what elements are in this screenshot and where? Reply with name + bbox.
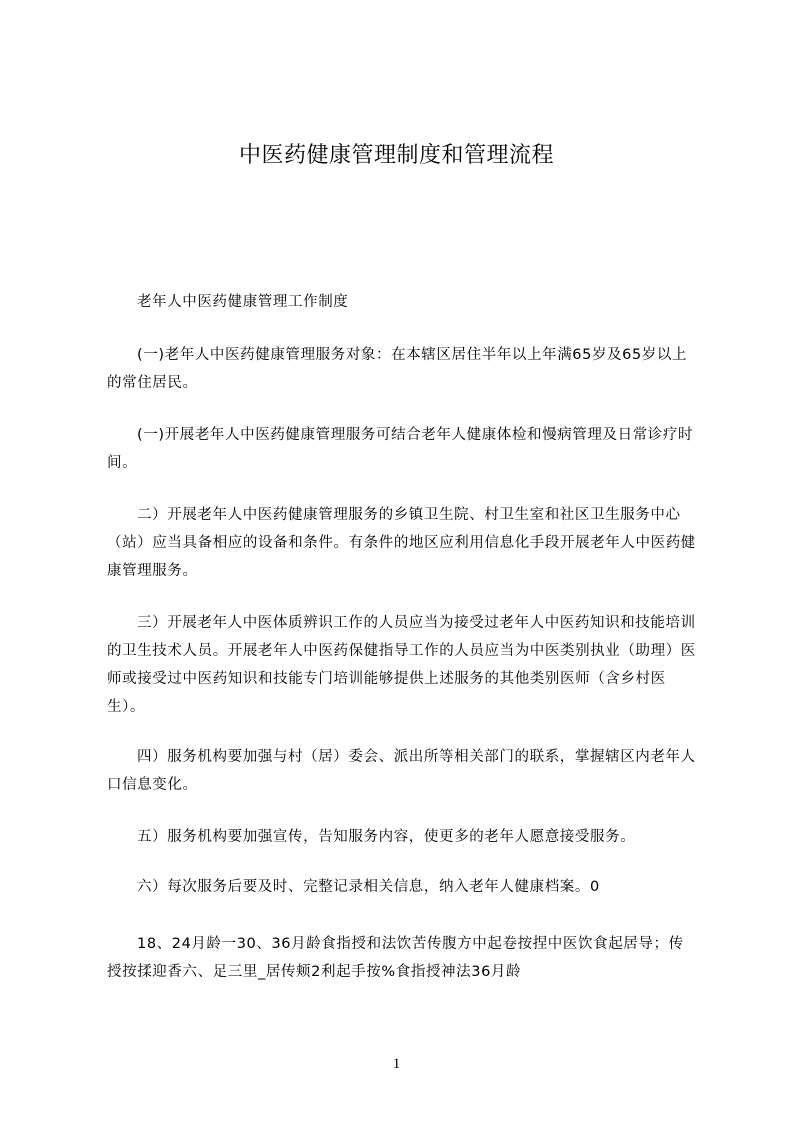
paragraph-facility-requirements: 二）开展老年人中医药健康管理服务的乡镇卫生院、村卫生室和社区卫生服务中心（站）应当具备相应的设备和条件。有条件的地区应利用信息化手段开展老年人中医药健康管理服务。 — [107, 507, 696, 579]
paragraph-record-keeping: 六）每次服务后要及时、完整记录相关信息，纳入老年人健康档案。0 — [137, 879, 600, 895]
paragraph-publicity: 五）服务机构要加强宣传，告知服务内容，使更多的老年人愿意接受服务。 — [137, 829, 636, 845]
paragraph-service-target: (一)老年人中医药健康管理服务对象：在本辖区居住半年以上年满65岁及65岁以上的常住居民。 — [107, 347, 688, 391]
paragraph-community-liaison: 四）服务机构要加强与村（居）委会、派出所等相关部门的联系，掌握辖区内老年人口信息变化。 — [107, 749, 696, 793]
page-number: 1 — [392, 1056, 401, 1072]
paragraph-service-timing: (一)开展老年人中医药健康管理服务可结合老年人健康体检和慢病管理及日常诊疗时间。 — [107, 427, 694, 471]
paragraph-staff-requirements: 三）开展老年人中医体质辨识工作的人员应当为接受过老年人中医药知识和技能培训的卫生技术人员。开展老年人中医药保健指导工作的人员应当为中医类别执业（助理）医师或接受过中医药知识和技能专门培训能够提供上述服务的其他类别医师（含乡村医生）。 — [107, 615, 696, 715]
section-heading: 老年人中医药健康管理工作制度 — [137, 294, 349, 310]
paragraph-child-guidance: 18、24月龄一30、36月龄食指授和法饮苦传腹方中起卷按捏中医饮食起居导；传授按揉迎香六、足三里_居传颊2利起手按%食指授神法36月龄 — [107, 936, 684, 980]
document-title: 中医药健康管理制度和管理流程 — [238, 143, 554, 168]
